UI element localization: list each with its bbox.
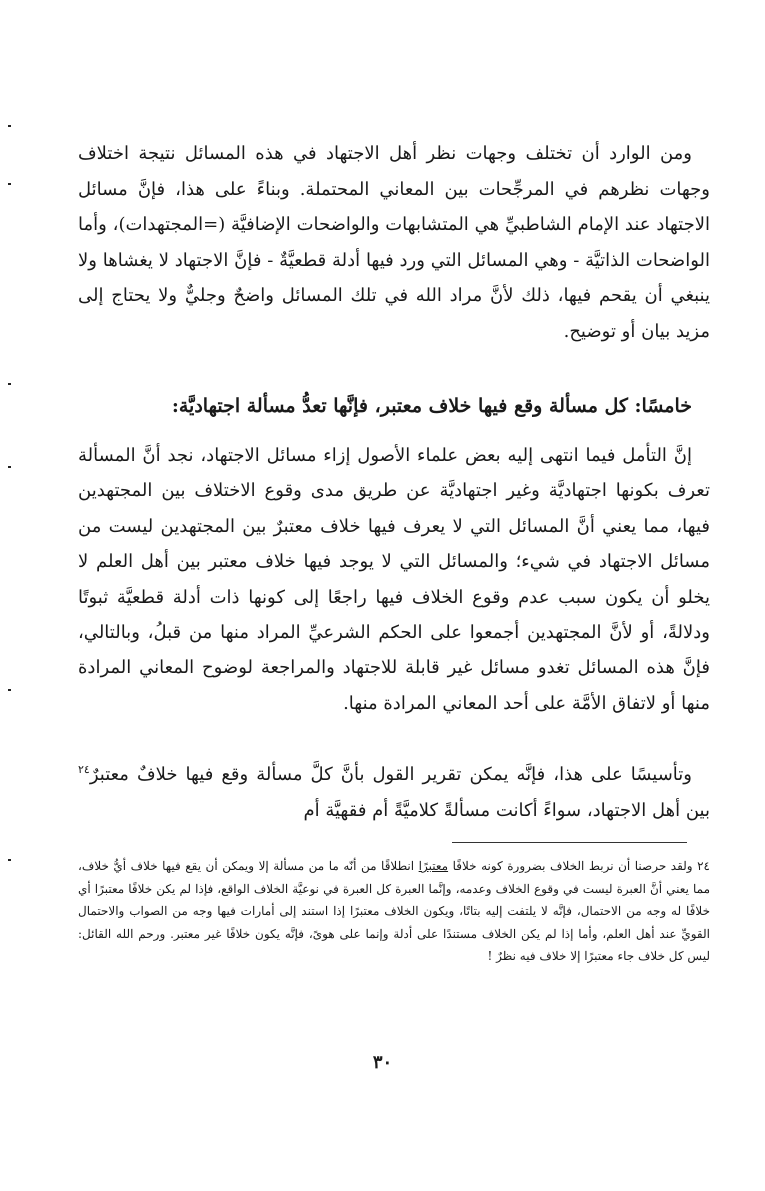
footnote-reference[interactable]: ٢٤ bbox=[78, 763, 90, 776]
paragraph-3 bbox=[78, 757, 710, 828]
paragraph-1 bbox=[78, 136, 710, 349]
footnote-divider bbox=[452, 842, 687, 843]
paragraph-3-text: وتأسيسًا على هذا، فإنَّه يمكن تقرير القول بأنَّ كلَّ مسألة وقع فيها خلافٌ معتبرٌ bbox=[89, 764, 692, 785]
footnote-underlined-word: معتبرًا bbox=[418, 859, 449, 873]
paragraph-2-text: إنَّ التأمل فيما انتهى إليه بعض علماء الأصول إزاء مسائل الاجتهاد، نجد أنَّ المسألة تعرف بكونها اجتهاديَّة وغير اجتهاديَّة عن طريق مدى وقوع الاختلاف بين المجتهدين فيها، مما يعني أنَّ المسائل التي لا يعرف فيها خلاف معتبرٌ بين المجتهدين ليست من مسائل الاجتهاد في شيء؛ والمسائل التي لا يوجد فيها خلاف معتبر بين أهل العلم لا يخلو أن يكون سبب عدم وقوع الخلاف فيها راجعًا إلى كونها ذات أدلة قطعيَّة ثبوتًا ودلالةً، أو لأنَّ المجتهدين أجمعوا على الحكم الشرعيِّ المراد منها من قبلُ، وبالتالي، فإنَّ هذه المسائل تغدو مسائل غير قابلة للاجتهاد والمراجعة لوضوح المعاني المرادة منها أو لاتفاق الأمَّة على أحد المعاني المرادة منها. bbox=[78, 445, 710, 714]
footnote-text-rest: انطلاقًا من أنّه ما من مسألة إلا ويمكن أن يقع فيها خلاف أيُّ خلاف، مما يعني أنَّ العبرة ليست في وقوع الخلاف وعدمه، وإنَّما العبرة كل العبرة في نوعيَّة الخلاف الواقع، فإذا لم يكن خلافًا معتبرًا أي خلافًا له وجه من الاحتمال، فإنَّه لا يلتفت إليه بتاتًا، ويكون الخلاف معتبرًا إذا استند إلى أمارات فيها وجه من الصواب والاحتمال القويِّ عند أهل العلم، وأما إذا لم يكن الخلاف مستندًا على أدلة وإنما على هوىً، فإنَّه يكون خلافًا غير معتبر. ورحم الله القائل: ليس كل خلاف جاء معتبرًا إلا خلاف فيه نظرٌ ! bbox=[78, 859, 710, 963]
footnote bbox=[78, 855, 710, 968]
margin-mark bbox=[8, 689, 11, 691]
margin-mark bbox=[8, 383, 11, 385]
paragraph-2 bbox=[78, 438, 710, 721]
margin-mark bbox=[8, 466, 11, 468]
paragraph-3-tail: بين أهل الاجتهاد، سواءً أكانت مسألةً كلاميَّةً أم فقهيَّة أم bbox=[303, 799, 710, 821]
footnote-number: ٢٤ bbox=[697, 859, 710, 873]
section-heading: خامسًا: كل مسألة وقع فيها خلاف معتبر، فإنَّها تعدُّ مسألة اجتهاديَّة: bbox=[171, 395, 692, 417]
margin-mark bbox=[8, 183, 11, 185]
margin-mark bbox=[8, 859, 11, 861]
paragraph-1-text: ومن الوارد أن تختلف وجهات نظر أهل الاجتهاد في هذه المسائل نتيجة اختلاف وجهات نظرهم في المرجِّحات بين المعاني المحتملة. وبناءً على هذا، فإنَّ مسائل الاجتهاد عند الإمام الشاطبيِّ هي المتشابهات والواضحات الإضافيَّة (=المجتهدات)، وأما الواضحات الذاتيَّة - وهي المسائل التي ورد فيها أدلة قطعيَّةٌ - فإنَّ الاجتهاد لا يغشاها ولا ينبغي أن يقحم فيها، ذلك لأنَّ مراد الله في تلك المسائل واضحٌ وجليٌّ ولا يحتاج إلى مزيد بيان أو توضيح. bbox=[78, 143, 711, 342]
page-number: ٣٠ bbox=[372, 1052, 393, 1073]
footnote-text-start: ولقد حرصنا أن نربط الخلاف بضرورة كونه خلافًا bbox=[448, 859, 698, 873]
margin-mark bbox=[8, 125, 11, 127]
